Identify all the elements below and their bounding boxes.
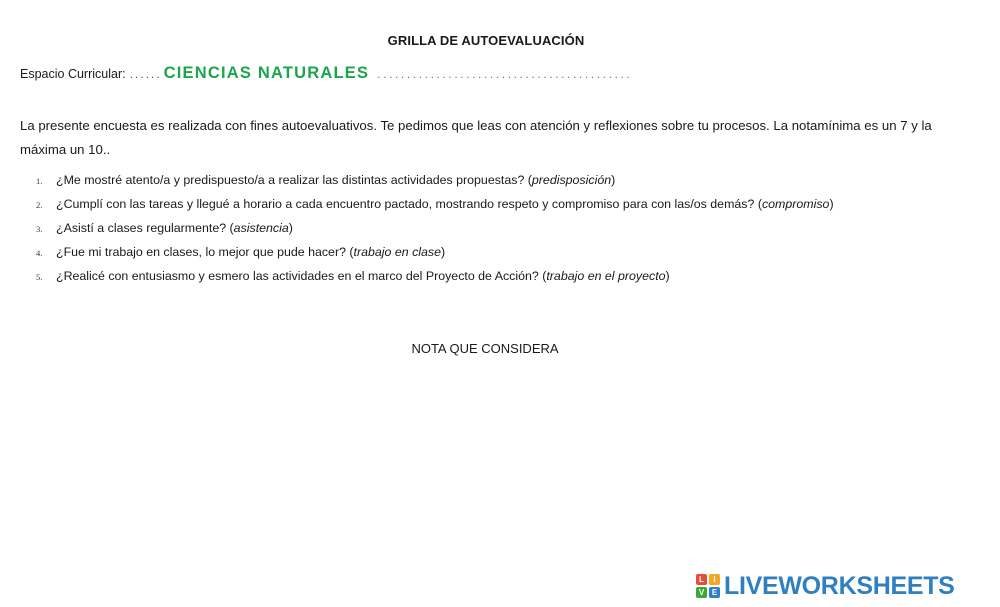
question-tag: predisposición xyxy=(531,173,612,187)
leader-dots-before: ...... xyxy=(129,67,162,81)
question-tag: trabajo en el proyecto xyxy=(546,269,666,283)
espacio-curricular-label: Espacio Curricular: xyxy=(20,67,126,81)
espacio-curricular-row xyxy=(20,64,632,84)
subject-name: CIENCIAS NATURALES xyxy=(163,64,370,82)
question-body: ¿Fue mi trabajo en clases, lo mejor que pude hacer? ( xyxy=(56,245,354,259)
question-number: 3. xyxy=(36,224,43,234)
question-text xyxy=(56,269,670,283)
logo-letter-l: L xyxy=(696,574,707,585)
page-title: GRILLA DE AUTOEVALUACIÓN xyxy=(387,33,585,48)
logo-letter-i: I xyxy=(709,574,720,585)
question-body: ¿Me mostré atento/a y predispuesto/a a realizar las distintas actividades propuestas? ( xyxy=(56,173,532,187)
leader-dots-after: ........................................... xyxy=(377,67,633,81)
question-item xyxy=(36,267,936,291)
question-text xyxy=(56,221,293,235)
question-tag: asistencia xyxy=(233,221,289,235)
intro-paragraph: La presente encuesta es realizada con fines autoevaluativos. Te pedimos que leas con atención y reflexiones sobre tu procesos. La notamínima es un 7 y la máxima un 10.. xyxy=(20,118,932,157)
logo-wordmark: LIVEWORKSHEETS xyxy=(724,571,955,600)
logo-letter-v: V xyxy=(696,587,707,598)
question-text xyxy=(56,173,615,187)
question-body: ¿Asistí a clases regularmente? ( xyxy=(56,221,234,235)
question-number: 5. xyxy=(36,272,43,282)
question-tag: trabajo en clase xyxy=(353,245,442,259)
logo-live-grid-icon xyxy=(696,574,720,598)
question-close: ) xyxy=(611,173,616,187)
question-text xyxy=(56,197,834,211)
question-text xyxy=(56,245,445,259)
question-tag: compromiso xyxy=(761,197,830,211)
question-item xyxy=(36,243,936,267)
question-item xyxy=(36,195,936,219)
question-number: 2. xyxy=(36,200,43,210)
question-number: 4. xyxy=(36,248,43,258)
question-close: ) xyxy=(441,245,446,259)
logo-letter-e: E xyxy=(709,587,720,598)
question-close: ) xyxy=(665,269,670,283)
question-body: ¿Cumplí con las tareas y llegué a horario a cada encuentro pactado, mostrando respeto y compromiso para con las/os demás? ( xyxy=(56,197,762,211)
question-close: ) xyxy=(288,221,293,235)
question-close: ) xyxy=(829,197,834,211)
question-body: ¿Realicé con entusiasmo y esmero las actividades en el marco del Proyecto de Acción? ( xyxy=(56,269,547,283)
question-item xyxy=(36,171,936,195)
question-list xyxy=(36,171,936,291)
question-number: 1. xyxy=(36,176,43,186)
liveworksheets-logo[interactable] xyxy=(696,572,955,600)
nota-que-considera-label: NOTA QUE CONSIDERA xyxy=(411,341,559,356)
question-item xyxy=(36,219,936,243)
